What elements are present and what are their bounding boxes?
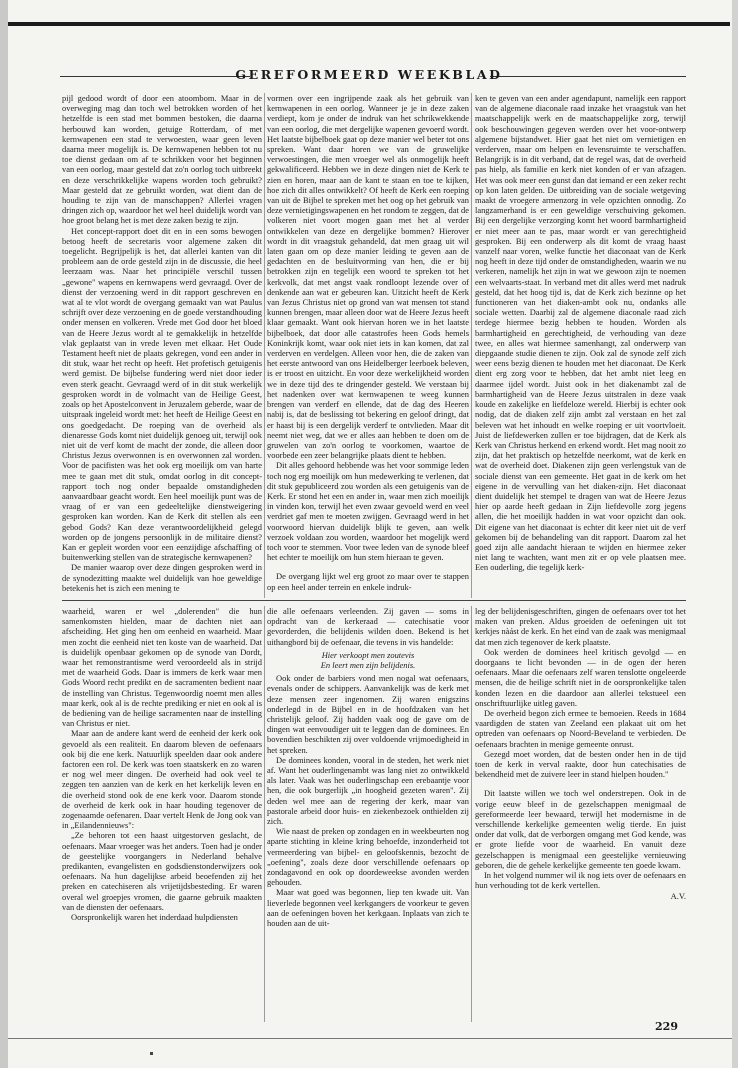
section-divider <box>62 600 686 601</box>
paragraph: ken te geven van een ander agendapunt, namelijk een rapport van de algemene diaconale raad inzake het vraagstuk van het maatschappelijk werk en de maatschappelijke zorg, terwijl ook beschouwingen gegeven werden over het voor-ontwerp algemene bijstandwet. Hier gaat het niet om vernietigen en verderven, maar om helpen en levensruimte te verschaffen. Belangrijk is in dit verband, dat de regel was, dat de overheid pas hielp, als familie en kerk niet konden of er van afzagen. Het was ook meer een gunst dan dat iemand er een zeker recht op kon laten gelden. De uitbreiding van de sociale wetgeving maakt de vroegere armenzorg in vele opzichten onnodig. Zo langzamerhand is er een geweldige verschuiving gekomen. Bij een dergelijke verzorging komt het woord barmhartigheid er niet meer aan te pas, maar wordt er van gerechtigheid gesproken. Bij een onderwerp als dit komt de vraag haast vanzelf naar voren, welke functie het diaconaat van de Kerk nog heeft in deze tijd onder de omstandigheden, waarin we nu verkeren, namelijk het zijn in wat we gewoon zijn te noemen een welvaarts-staat. In verband met dit alles werd met nadruk gesteld, dat het hoog tijd is, dat de Kerk zich bezinne op het functioneren van het diaken-ambt ook nu, ondanks alle sociale wetten. Daarbij zal de algemene diaconale raad zich terdege hiermee bezig hebben te houden. Worden als barmhartigheid en gerechtigheid, de verhouding van deze twee, en alles wat hiermee samenhangt, zal onderwerp van diepgaande studie dienen te zijn. Ook zal de synode zelf zich weer eens bezig dienen te houden met het diaconaat. De Kerk dient erg zorg voor te hebben, dat het ambt niet leeg en daarmee ijdel wordt. Juist ook in het diakenambt zal de barmhartigheid van de Heere Jezus uitstralen in deze vaak koude en zakelijke en liefdeloze wereld. Hierbij is echter ook nodig, dat de diaken zelf zijn ambt zal verstaan en het zal beleven wat het inhoudt en welke roeping er uit voortvloeit. Juist de liefdewerken zullen er toe bijdragen, dat de Kerk als Kerk van Christus herkend en erkend wordt. Het mag nooit zo zijn, dat het praktisch op hetzelfde neerkomt, wat de kerk en wat de overheid doet. Diakenen zijn geen verlengstuk van de sociale dienst van een gemeente. Het gaat in de kerk om het eigene in de vervulling van het diaken-zijn. Het diaconaat dient duidelijk het stempel te dragen van wat de Heere Jezus hier op aarde heeft gedaan in Zijn liefdevolle zorg jegens allen, die het moeilijk hadden in wat voor opzicht dan ook. Dit eigene van het diaconaat is echter dit keer niet uit de verf gekomen bij de behandeling van dit rapport. Daarom zal het goed zijn alle aandacht hieraan te wijden en hiermee zeker niet lang te wachten, want men zit er op vele plaatsen mee. Een ouderling, die tegelijk kerk- <box>475 93 686 573</box>
column-divider <box>264 606 265 1022</box>
paragraph: Oorspronkelijk waren het inderdaad hulpdiensten <box>71 912 238 923</box>
paragraph: Maar wat goed was begonnen, liep ten kwade uit. Van lieverlede begonnen veel kerkgangers de voorkeur te geven aan de oefeningen boven het kerkgaan. Inplaats van zich te houden aan de uit- <box>267 887 469 929</box>
paragraph: die alle oefenaars verleenden. Zij gaven — soms in opdracht van de kerkeraad — catechisatie voor gevorderden, die belijdenis wilden doen. Bekend is het uithangbord bij de oefenaar, die tevens in vis handelde: <box>267 606 469 647</box>
article-column-5 <box>267 606 469 1024</box>
paragraph: Dit laatste willen we toch wel onderstrepen. Ook in de vorige eeuw bleef in de gezelschappen menigmaal de gereformeerde leer bewaard, terwijl het modernisme in de verschillende kerkelijke gemeenten welig tierde. En juist onder dat volk, dat de verborgen omgang met God kende, was er grote liefde voor de waarheid. En vanuit deze gezelschappen is menigmaal een geestelijke vernieuwing geboren, die de gehele kerkelijke gemeente ten goede kwam. <box>475 788 686 870</box>
page-number: 229 <box>655 1020 678 1033</box>
print-mark <box>150 1052 153 1055</box>
verse-line: Hier verkoopt men zoutevis <box>321 649 415 660</box>
page-edge-shadow <box>0 0 8 1068</box>
paragraph: pijl gedood wordt of door een atoombom. Maar in de overweging mag dan toch wel betrokken worden of het hetzelfde is een stad met bommen bestoken, die daarna herbouwd kan worden, getuige Rotterdam, of met kernwapenen een stad te verwoesten, waar geen leven daarna meer mogelijk is. De kernwapenen hebben tot nu toe dienst gedaan om af te schrikken voor het beginnen van een oorlog, maar gesteld dat zo'n oorlog toch uitbreekt en deze verschrikkelijke wapens worden toch gebruikt? Maar gesteld dat ze gebruikt worden, wat dient dan de houding te zijn van de manschappen? Allerlei vragen dringen zich op, waardoor het wel heel duidelijk wordt van hoe groot belang het is met deze zaken bezig te zijn. <box>62 93 262 226</box>
paragraph: De overheid begon zich ermee te bemoeien. Reeds in 1684 vaardigden de staten van Zeeland een plakaat uit om het optreden van oefenaars op Noord-Beveland te verbieden. De oefenaars brachten in menige gemeente onrust. <box>475 708 686 749</box>
paragraph: De overgang lijkt wel erg groot zo maar over te stappen op een heel ander terrein en enkele indruk- <box>267 571 469 592</box>
paragraph: leg der belijdenisgeschriften, gingen de oefenaars over tot het maken van preken. Aldus groeiden de oefeningen uit tot kerkjes nàást de kerk. En het eind van de zaak was menigmaal dat men zich tegenover de kerk plaatste. <box>475 606 686 647</box>
column-divider <box>471 606 472 1022</box>
page-bottom-rule <box>8 1038 732 1039</box>
paragraph: vormen over een ingrijpende zaak als het gebruik van kernwapenen in een oorlog. Wanneer je je in deze zaken verdiept, kom je onder de indruk van het schrikwekkende van een oorlog, die met dergelijke wapenen gevoerd wordt. Het laatste bijbelboek gaat op deze manier wel beter tot ons spreken. Want daar horen we van de gruwelijke verwoestingen, die men vroeger wel als onmogelijk heeft gekwalificeerd. Hebben we in deze dingen niet de Kerk te zien en horen, maar aan de kant te staan en toe te kijken, hoe zich dit alles ontwikkelt? Of heeft de Kerk een roeping van uit de Bijbel te spreken met het oog op het gebruik van deze vernietigingswapenen en het rondom te zeggen, dat de volkeren niet voort mogen gaan met het al verder ontwikkelen van deze en dergelijke bommen? Hierover wordt in dit vraagstuk gehandeld, dat men graag uit wil laten gaan om op deze manier leiding te geven aan de gedachten en de besluitvorming van hen, die er bij betrokken zijn en tegelijk een woord te spreken tot het kerkvolk, dat met angst vaak rondloopt lezende over of denkende aan wat er gebeuren kan. Uitzicht heeft de Kerk van Jezus Christus niet op grond van wat mensen tot stand kunnen brengen, maar alleen door wat de Heere Jezus heeft klaar gemaakt. Want ook hiervan horen we in het laatste bijbelboek, dat door alle catastrofes heen Gods hemels Koninkrijk komt, waar ook niet iets in kan komen, dat zal verderven en verdelgen. Alleen voor hen, die de zaken van het eerste antwoord van ons Heidelberger leerboek beleven, is er troost en uitzicht. En voor deze werkelijkheid worden we in deze tijd des te dringender gesteld. We verstaan bij het nadenken over wat kernwapenen te weeg kunnen brengen van verderf en ellende, dat de dag des Heeren nabij is, dat de beslissing tot bekering en geloof dringt, dat er haast bij is een dergelijk verderf te ontvlieden. Maar dit neemt niet weg, dat we er alles aan hebben te doen om de gruwelen van zo'n oorlog te voorkomen, waartoe de voorbede een zeer belangrijke plaats dient te hebben. <box>267 93 469 461</box>
author-signature: A.V. <box>670 891 686 902</box>
masthead-title: GEREFORMEERD WEEKBLAD <box>235 67 503 82</box>
article-column-2 <box>267 93 469 600</box>
article-column-6 <box>475 606 686 1024</box>
quote-paragraph: „Ze behoren tot een haast uitgestorven geslacht, de oefenaars. Maar vroeger was het anders. Toen had je onder de geestelijke voorgangers in Nederland behalve predikanten, evangelisten en godsdienstonderwijzers ook oefenaars. Na hun dagelijkse arbeid beoefenden zij het preken en catechiseren als vrijetijdsbesteding. Er waren overal wel groepjes vromen, die gaarne gebruik maakten van de diensten der oefenaars. <box>62 830 262 912</box>
paragraph: In het volgend nummer wil ik nog iets over de oefenaars en hun verhouding tot de kerk vertellen. <box>475 870 686 891</box>
verse-quote <box>267 650 469 670</box>
paragraph: De dominees konden, vooral in de steden, het werk niet af. Want het ouderlingenambt was lang niet zo ontwikkeld als later. Vaak was het ouderlingschap een erebaantje voor hen, die ook burgerlijk „in hoogheid gezeten waren". Zij deden wel mee aan de regering der kerk, maar van pastorale arbeid door huis- en ziekenbezoek onthielden zij zich. <box>267 754 469 827</box>
paragraph: Het concept-rapport doet dit en in een soms bewogen betoog heeft de secretaris voor algemene zaken dit toegelicht. Begrijpelijk is het, dat allerlei kanten van dit probleem aan de orde gesteld zijn in de discussie, die heel leerzaam was. Naar het principiële verschil tussen „gewone" wapens en kernwapens werd gevraagd. Over de dienst der verzoening werd in dit rapport geschreven en wat al te vlot wordt de overgang gemaakt van wat Paulus schrijft over deze verzoening en de goede verstandhouding onder mensen en volkeren. Vrede met God door het bloed van de Heere Jezus wordt al te gemakkelijk in hetzelfde vlak geplaatst van in vrede leven met elkaar. Het Oude Testament heeft niet de plaats gekregen, vond een ander in dit stuk, waar het recht op heeft. Het profetisch getuigenis werd gemist. De bijbelse fundering werd niet door ieder even sterk geacht. Gevraagd werd of in dit stuk werkelijk gesproken wordt in de volmacht van de Heilige Geest, zoals op het Apostelconvent in Jeruzalem geberde, waar de uitspraak ingeleid wordt met: het heeft de Heilige Geest en ons goedgedacht. De roeping van de overheid als dienaresse Gods komt niet duidelijk genoeg uit, terwijl ook niet uit de verf komt de macht der zonde, die alleen door Christus Jezus overwonnen is en overwonnen zal worden. Voor de pacifisten was het ook erg moeilijk om van harte mee te gaan met dit stuk, omdat oorlog in dit concept-rapport toch nog onder bepaalde omstandigheden aanvaardbaar geacht wordt. Een heel moeilijk punt was de vraag of er van een gedeeltelijke dienstweigering gesproken kan worden. Kan de Kerk dit stellen als een gebod Gods? Kan deze verantwoordelijkheid gelegd worden op de jongens persoonlijk in de militaire dienst? Kan er gepleit worden voor een eenzijdige afschaffing of buitenwerking stellen van de strategische kernwapenen? <box>62 225 262 563</box>
paragraph: De manier waarop over deze dingen gesproken werd in de synodezitting maakte wel duidelijk van hoe geweldige betekenis het is zich een mening te <box>62 562 262 593</box>
column-divider <box>471 93 472 598</box>
page-edge-shadow-right <box>732 0 738 1068</box>
article-column-3 <box>475 93 686 600</box>
top-rule <box>8 22 730 26</box>
verse-line: En leert men zijn belijdenis. <box>320 660 416 671</box>
paragraph: Maar aan de andere kant werd de eenheid der kerk ook gevoeld als een realiteit. En daarom bleven de oefenaars ook bij die ene kerk. Natuurlijk speelden daar ook andere factoren een rol. De kerk was toen staatskerk en zo waren er nog wel meer dingen. De overheid had ook veel te zeggen ten aanzien van de kerk en het kerkelijk leven en die overheid stond ook de ene kerk voor. Daarom stonde de overheid de kerk ook in haar houding tegenover de zogenaamde oefenaren. Daar vertelt Henk de Jong ook van in „Eilandennieuws": <box>62 728 262 831</box>
article-column-1 <box>62 93 262 600</box>
paragraph: Dit alles gehoord hebbende was het voor sommige leden toch nog erg moeilijk om hun medewerking te verlenen, dat dit stuk gepubliceerd zou worden als een getuigenis van de Kerk. Er stond het een en ander in, waar men zich moeilijk in vinden kon, terwijl het even zwaar gevoeld werd en veel verdriet gaf men te moeten zwijgen. Gevraagd werd in het voorwoord hiervan duidelijk blijk te geven, aan welk verzoek voldaan zou worden, waardoor het mogelijk werd toch voor te stemmen. Voor twee leden van de synode bleef het echter te moeilijk om hun stem hieraan te geven. <box>267 460 469 563</box>
paragraph: Ook onder de barbiers vond men nogal wat oefenaars, evenals onder de schippers. Aanvankelijk was de kerk met deze mensen zeer ingenomen. Zij waren enigszins onderlegd in de Bijbel en in de hoofdzaken van het christelijk geloof. Zij hadden vaak oog de gave om de dingen wat eenvoudiger uit te leggen dan de dominees. En bovendien beschikten zij over voldoende vrijmoedigheid in het spreken. <box>267 673 469 755</box>
paragraph: Gezegd moet worden, dat de besten onder hen in de tijd toen de kerk in verval raakte, door hun catechisaties de bekendheid met de zuivere leer in stand hielpen houden." <box>475 748 686 780</box>
column-divider <box>264 93 265 598</box>
article-column-4 <box>62 606 262 1024</box>
paragraph: Wie naast de preken op zondagen en in weekbeurten nog aparte stichting in kleine kring behoefde, inzonderheid tot vermeerdering van bijbel- en geloofskennis, bezocht de „oefening", zoals deze door verschillende oefenaars op zondagavond en ook op doordeweekse avonden werden gehouden. <box>267 826 469 888</box>
paragraph: waarheid, waren er wel „dolerenden" die hun samenkomsten hielden, maar de dachten niet aan afscheiding. Het ging hen om eenheid en waarheid. Maar men zocht die eenheid niet ten koste van de waarheid. Dat is duidelijk openbaar gekomen op de synode van Dordt, waar het remonstrantisme werd veroordeeld als in strijd met de waarheid Gods. Daar is immers de kerk waar men Gods Woord recht predikt en de sacramenten bedient naar de instelling van Christus. Tegenwoordig noemt men alles maar kerk, ook al is de rechte prediking er niet en ook al is de bediening van de heilige sacramenten naar de instelling van Christus er niet. <box>62 606 262 729</box>
paragraph: Ook werden de dominees heel kritisch gevolgd — en doorgaans te licht bevonden — in de ogen der heren oefenaars. Maar die oefenaars zelf waren tenslotte ongeleerde mensen, die de heilige schrift niet in de oorspronkelijke talen konden lezen en die daardoor aan allerlei tekstueel een onschriftuurlijke uitleg gaven. <box>475 646 686 708</box>
